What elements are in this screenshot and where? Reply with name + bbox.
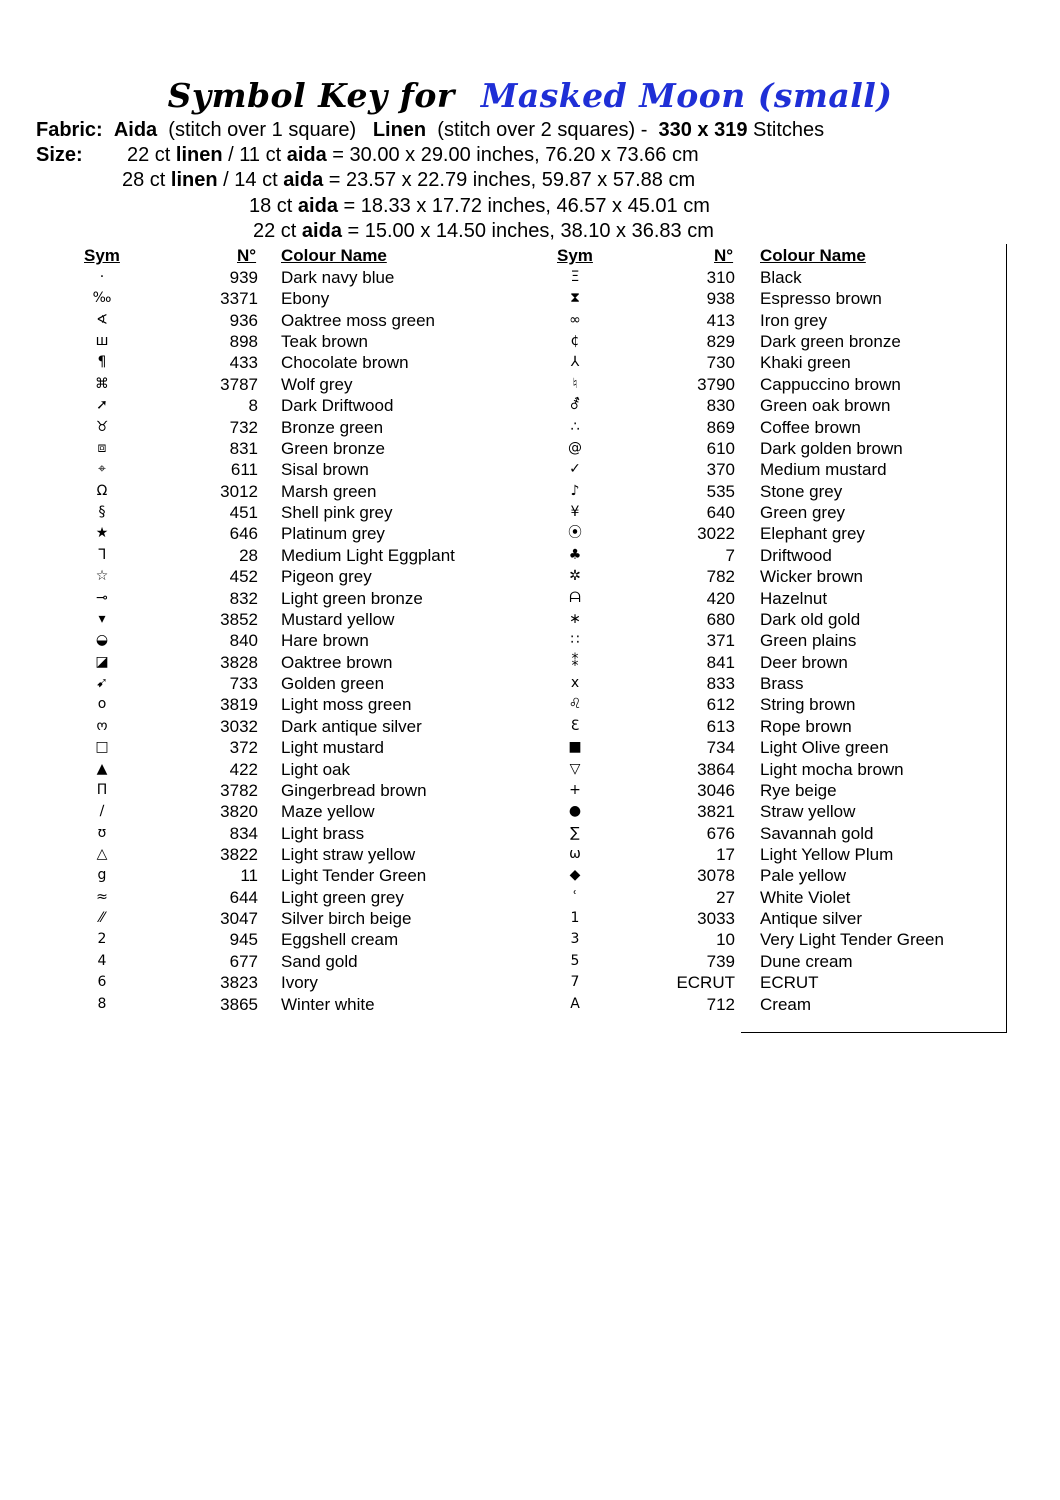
thread-number-cell: 371 (706, 631, 735, 651)
header-name: Colour Name (760, 246, 866, 265)
thread-number-cell: 680 (706, 609, 735, 629)
symbol-cell: ◪ (95, 653, 109, 670)
colour-name-cell: Winter white (281, 994, 375, 1014)
colour-name-cell: Golden green (281, 674, 385, 694)
symbol-cell: ⚦ (569, 397, 581, 414)
symbol-cell: 7 (570, 974, 580, 991)
thread-number-cell: 452 (229, 567, 258, 587)
symbol-cell: ◒ (95, 632, 109, 649)
colour-name-cell: Platinum grey (281, 524, 385, 544)
thread-number-cell: 841 (706, 652, 735, 672)
symbol-cell: ω (569, 845, 581, 862)
symbol-cell: ⧗ (570, 290, 580, 307)
colour-name-cell: Wicker brown (760, 567, 863, 587)
thread-number-cell: 936 (229, 310, 258, 330)
title-prefix: Symbol Key for (167, 76, 455, 115)
stitches-word: Stitches (753, 119, 825, 141)
size-line: 28 ct linen / 14 ct aida = 23.57 x 22.79 inches, 59.87 x 57.88 cm (122, 169, 696, 191)
colour-name-cell: Green plains (760, 631, 857, 651)
colour-name-cell: Green bronze (281, 438, 385, 458)
symbol-cell: ᒣ (97, 546, 107, 563)
symbol-cell: ✓ (569, 461, 581, 478)
thread-number-cell: 11 (240, 866, 258, 886)
colour-name-cell: Green grey (760, 503, 846, 523)
colour-name-cell: Rye beige (760, 780, 837, 800)
symbol-cell: ■ (568, 739, 582, 756)
page-title (0, 76, 1060, 115)
thread-number-cell: 3787 (220, 374, 258, 394)
thread-number-cell: 535 (706, 481, 735, 501)
thread-number-cell: 834 (229, 823, 258, 843)
colour-name-cell: Antique silver (760, 909, 863, 929)
symbol-cell: ⌖ (98, 461, 106, 478)
symbol-cell: ➹ (96, 675, 108, 692)
symbol-cell: ⅄ (570, 354, 580, 371)
symbol-cell: A (570, 995, 580, 1012)
colour-name-cell: Green oak brown (760, 396, 891, 416)
colour-name-cell: Deer brown (760, 652, 848, 672)
colour-name-cell: Silver birch beige (281, 909, 412, 929)
symbol-cell: ★ (95, 525, 109, 542)
thread-number-cell: 420 (706, 588, 735, 608)
thread-number-cell: 782 (706, 567, 735, 587)
colour-name-cell: Light green grey (281, 887, 404, 907)
fabric-linen: Linen (372, 119, 427, 141)
colour-name-cell: Ivory (281, 973, 318, 993)
fabric-linen-desc: (stitch over 2 squares) - (437, 119, 648, 141)
symbol-cell: ⌘ (95, 375, 109, 392)
colour-name-cell: Light Yellow Plum (760, 844, 894, 864)
thread-number-cell: 3823 (220, 973, 258, 993)
thread-number-cell: 3022 (697, 524, 735, 544)
symbol-cell: ♪ (570, 482, 580, 499)
bottom-border (741, 1032, 1007, 1033)
fabric-aida-desc: (stitch over 1 square) (168, 119, 357, 141)
symbol-cell: ▽ (569, 760, 581, 777)
colour-name-cell: Light green bronze (281, 588, 423, 608)
thread-number-cell: 3820 (220, 802, 258, 822)
symbol-cell: ♉ (95, 418, 109, 435)
symbol-cell: · (99, 269, 105, 285)
symbol-cell: ● (568, 803, 582, 820)
thread-number-cell: 3852 (220, 609, 258, 629)
symbol-cell: ➚ (96, 397, 108, 414)
symbol-cell: ¥ (570, 504, 580, 521)
colour-name-cell: Stone grey (760, 481, 843, 501)
thread-number-cell: 3032 (220, 716, 258, 736)
thread-number-cell: 830 (706, 396, 735, 416)
thread-number-cell: 370 (706, 460, 735, 480)
colour-name-cell: Espresso brown (760, 289, 882, 309)
colour-name-cell: Khaki green (760, 353, 851, 373)
symbol-cell: ♌ (568, 696, 582, 713)
thread-number-cell: 7 (725, 545, 735, 565)
colour-name-cell: Dark antique silver (281, 716, 422, 736)
thread-number-cell: 646 (229, 524, 258, 544)
symbol-cell: ∢ (96, 311, 108, 328)
symbol-cell: ≈ (96, 888, 108, 905)
colour-name-cell: Driftwood (760, 545, 832, 565)
colour-name-cell: Mustard yellow (281, 609, 395, 629)
thread-number-cell: 869 (706, 417, 735, 437)
thread-number-cell: 3819 (220, 695, 258, 715)
thread-number-cell: 676 (706, 823, 735, 843)
thread-number-cell: 733 (229, 674, 258, 694)
colour-name-cell: Savannah gold (760, 823, 874, 843)
colour-name-cell: Very Light Tender Green (760, 930, 944, 950)
header-sym: Sym (84, 246, 120, 265)
symbol-cell: ♮ (572, 375, 578, 392)
colour-name-cell: Light Olive green (760, 738, 889, 758)
size-line: 18 ct aida = 18.33 x 17.72 inches, 46.57 x 45.01 cm (249, 195, 710, 217)
colour-name-cell: Wolf grey (281, 374, 353, 394)
colour-name-cell: Elephant grey (760, 524, 865, 544)
colour-name-cell: Light straw yellow (281, 844, 416, 864)
symbol-cell: ∑ (570, 824, 580, 841)
colour-name-cell: Dark old gold (760, 609, 861, 629)
thread-number-cell: 938 (706, 289, 735, 309)
symbol-cell: ☆ (95, 568, 109, 585)
thread-number-cell: ECRUT (676, 973, 735, 993)
colour-name-cell: Cream (760, 994, 812, 1014)
thread-number-cell: 712 (706, 994, 735, 1014)
thread-number-cell: 610 (706, 438, 735, 458)
pattern-name: Masked Moon (small) (480, 76, 893, 115)
symbol-cell: ∞ (569, 311, 581, 328)
thread-number-cell: 3012 (220, 481, 258, 501)
thread-number-cell: 433 (229, 353, 258, 373)
symbol-cell: ო (96, 717, 108, 734)
symbol-cell: ♣ (568, 546, 582, 563)
thread-number-cell: 898 (229, 332, 258, 352)
size-label: Size: (36, 144, 83, 166)
symbol-cell: Π (96, 781, 108, 798)
thread-number-cell: 829 (706, 332, 735, 352)
symbol-cell: 8 (97, 995, 107, 1012)
thread-number-cell: 3078 (697, 866, 735, 886)
thread-number-cell: 3033 (697, 909, 735, 929)
symbol-cell: ʊ (97, 824, 107, 841)
colour-name-cell: Light moss green (281, 695, 412, 715)
symbol-cell: ∴ (570, 418, 580, 435)
symbol-cell: ‰ (92, 290, 112, 307)
right-border (1006, 244, 1007, 1032)
symbol-cell: Ξ (570, 269, 580, 285)
thread-number-cell: 739 (706, 951, 735, 971)
thread-number-cell: 612 (706, 695, 735, 715)
colour-name-cell: Gingerbread brown (281, 780, 427, 800)
symbol-cell: ⁑ (571, 653, 579, 670)
thread-number-cell: 833 (706, 674, 735, 694)
symbol-cell: 5 (570, 952, 580, 969)
thread-number-cell: 3821 (697, 802, 735, 822)
colour-name-cell: Oaktree brown (281, 652, 393, 672)
colour-name-cell: Eggshell cream (281, 930, 399, 950)
colour-name-cell: Bronze green (281, 417, 384, 437)
thread-number-cell: 832 (229, 588, 258, 608)
thread-number-cell: 677 (229, 951, 258, 971)
symbol-cell: △ (96, 845, 108, 862)
thread-number-cell: 3865 (220, 994, 258, 1014)
symbol-cell: ᗩ (569, 589, 581, 606)
symbol-cell: 4 (97, 952, 107, 969)
thread-number-cell: 613 (706, 716, 735, 736)
symbol-cell: ∕ (99, 803, 105, 820)
colour-name-cell: Straw yellow (760, 802, 856, 822)
fabric-aida: Aida (113, 119, 158, 141)
colour-name-cell: Iron grey (760, 310, 828, 330)
thread-number-cell: 372 (229, 738, 258, 758)
colour-name-cell: Ebony (281, 289, 330, 309)
colour-name-cell: Teak brown (281, 332, 368, 352)
symbol-cell: 1 (570, 910, 580, 927)
colour-name-cell: Hare brown (281, 631, 369, 651)
thread-number-cell: 3864 (697, 759, 735, 779)
thread-number-cell: 27 (716, 887, 735, 907)
thread-number-cell: 3822 (220, 844, 258, 864)
colour-name-cell: Medium Light Eggplant (281, 545, 455, 565)
thread-number-cell: 3371 (220, 289, 258, 309)
colour-name-cell: Sand gold (281, 951, 358, 971)
size-line: 22 ct aida = 15.00 x 14.50 inches, 38.10 x 36.83 cm (253, 220, 714, 242)
thread-number-cell: 17 (716, 844, 735, 864)
thread-number-cell: 730 (706, 353, 735, 373)
thread-number-cell: 945 (229, 930, 258, 950)
fabric-line (36, 119, 824, 142)
colour-name-cell: Pigeon grey (281, 567, 372, 587)
symbol-cell: ¶ (97, 354, 107, 371)
size-line: 22 ct linen / 11 ct aida = 30.00 x 29.00 inches, 76.20 x 73.66 cm (127, 144, 699, 166)
symbol-cell: g (97, 867, 107, 884)
symbol-cell: ▾ (98, 610, 106, 627)
colour-name-cell: Light brass (281, 823, 365, 843)
symbol-cell: § (98, 504, 106, 521)
colour-name-cell: Dune cream (760, 951, 853, 971)
thread-number-cell: 28 (239, 545, 258, 565)
colour-name-cell: String brown (760, 695, 856, 715)
symbol-cell: x (570, 675, 580, 692)
symbol-cell: 2 (97, 931, 107, 948)
symbol-cell: ◆ (569, 867, 581, 884)
colour-name-cell: Rope brown (760, 716, 852, 736)
symbol-cell: o (97, 696, 107, 713)
thread-number-cell: 734 (706, 738, 735, 758)
symbol-cell: □ (95, 739, 109, 756)
colour-name-cell: Medium mustard (760, 460, 887, 480)
thread-number-cell: 640 (706, 503, 735, 523)
symbol-cell: ⦿ (568, 525, 582, 542)
thread-number-cell: 3046 (697, 780, 735, 800)
colour-name-cell: Marsh green (281, 481, 377, 501)
colour-name-cell: ECRUT (760, 973, 819, 993)
stitch-count: 330 x 319 (658, 119, 748, 141)
thread-number-cell: 644 (229, 887, 258, 907)
symbol-cell: ✲ (569, 568, 581, 585)
colour-name-cell: Chocolate brown (281, 353, 409, 373)
thread-number-cell: 3782 (220, 780, 258, 800)
thread-number-cell: 3828 (220, 652, 258, 672)
thread-number-cell: 8 (248, 396, 258, 416)
colour-name-cell: Brass (760, 674, 804, 694)
symbol-cell: ⊸ (96, 589, 108, 606)
colour-name-cell: Dark green bronze (760, 332, 901, 352)
colour-name-cell: Hazelnut (760, 588, 828, 608)
header-sym: Sym (557, 246, 593, 265)
colour-name-cell: Shell pink grey (281, 503, 393, 523)
thread-number-cell: 3047 (220, 909, 258, 929)
colour-name-cell: White Violet (760, 887, 851, 907)
colour-name-cell: Light mocha brown (760, 759, 904, 779)
colour-name-cell: Black (760, 268, 802, 287)
symbol-cell: @ (568, 439, 582, 456)
thread-number-cell: 831 (229, 438, 258, 458)
thread-number-cell: 451 (229, 503, 258, 523)
symbol-cell: ⁄⁄ (99, 910, 105, 927)
colour-name-cell: Dark navy blue (281, 268, 395, 287)
colour-name-cell: Light Tender Green (281, 866, 427, 886)
header-num: N° (237, 246, 257, 265)
thread-number-cell: 310 (706, 268, 735, 287)
header-name: Colour Name (281, 246, 387, 265)
thread-number-cell: 413 (706, 310, 735, 330)
symbol-cell: 6 (97, 974, 107, 991)
thread-number-cell: 611 (230, 460, 258, 480)
fabric-label: Fabric: (36, 119, 103, 141)
colour-name-cell: Sisal brown (281, 460, 369, 480)
symbol-cell: ш (95, 333, 109, 350)
symbol-cell: Ɛ (570, 717, 580, 734)
colour-name-cell: Light mustard (281, 738, 384, 758)
symbol-cell: ▲ (96, 760, 108, 777)
colour-name-cell: Coffee brown (760, 417, 861, 437)
thread-number-cell: 10 (716, 930, 735, 950)
symbol-cell: ¢ (570, 333, 580, 350)
colour-name-cell: Dark golden brown (760, 438, 903, 458)
colour-name-cell: Maze yellow (281, 802, 375, 822)
thread-number-cell: 422 (229, 759, 258, 779)
symbol-cell: ʿ (572, 888, 578, 905)
colour-name-cell: Dark Driftwood (281, 396, 394, 416)
symbol-cell: 3 (570, 931, 580, 948)
thread-number-cell: 840 (229, 631, 258, 651)
header-num: N° (714, 246, 734, 265)
symbol-cell: ∗ (569, 610, 581, 627)
thread-number-cell: 3790 (697, 374, 735, 394)
symbol-cell: Ω (96, 482, 108, 499)
colour-name-cell: Oaktree moss green (281, 310, 436, 330)
symbol-cell: ∷ (570, 632, 580, 649)
colour-name-cell: Pale yellow (760, 866, 846, 886)
thread-number-cell: 939 (229, 268, 258, 287)
colour-name-cell: Cappuccino brown (760, 374, 901, 394)
symbol-cell: + (569, 781, 581, 798)
colour-name-cell: Light oak (281, 759, 350, 779)
thread-number-cell: 732 (229, 417, 258, 437)
symbol-cell: ⧈ (97, 439, 107, 456)
